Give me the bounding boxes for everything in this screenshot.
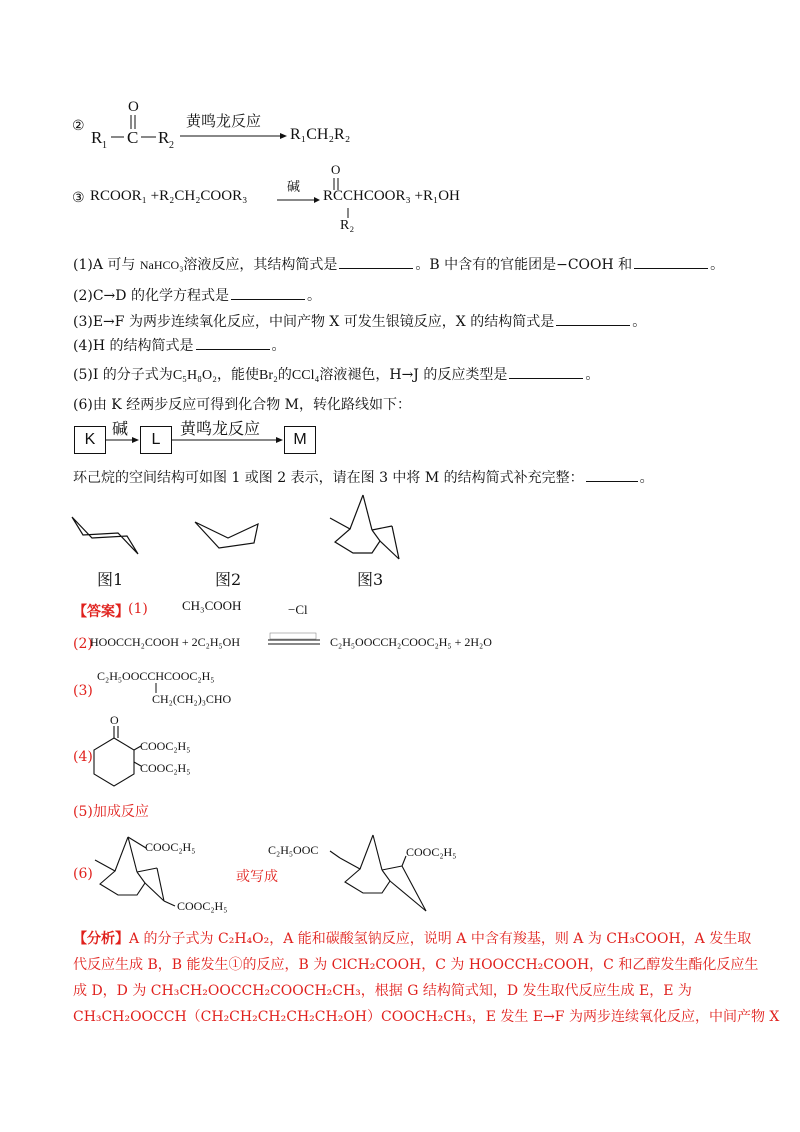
figure-3-caption: 图3 (357, 570, 384, 589)
q5-formula: C₅H₈O₂ (172, 368, 218, 383)
answer-label: 【答案】 (73, 604, 129, 620)
r1-label: R (91, 128, 103, 147)
route-box-k: K (74, 426, 106, 454)
q5-text-a: (5)I 的分子式为 (73, 367, 173, 383)
q1-end: 。 (710, 257, 725, 273)
answer-4-group-1: COOC₂H₅ (140, 739, 191, 753)
q5-end: 。 (585, 367, 600, 383)
r1-sub: 1 (102, 140, 107, 151)
answer-1-number: (1) (128, 601, 148, 617)
q5-bromine: Br₂ (259, 368, 278, 383)
q5-ccl4: CCl₄ (291, 368, 320, 383)
reaction-3-r2: R₂ (340, 218, 355, 233)
reaction-2-number: ② (72, 118, 85, 134)
answer-6-group-2: COOC₂H₅ (177, 899, 228, 913)
reaction-3-number: ③ (72, 190, 85, 206)
reaction-2-arrow-label: 黄鸣龙反应 (186, 112, 262, 130)
carbonyl-c: C (127, 128, 139, 147)
answer-4-group-2: COOC₂H₅ (140, 761, 191, 775)
answer-5: (5)加成反应 (73, 804, 149, 820)
reaction-2-product: R₁CH₂R₂ (290, 126, 351, 143)
q1-text-a: (1)A 可与 (73, 257, 136, 273)
route-box-l: L (140, 426, 172, 454)
q5-text-c: 的 (277, 367, 292, 383)
figure-1-caption: 图1 (97, 570, 124, 589)
answer-2-left: HOOCCH₂COOH + 2C₂H₅OH (90, 635, 240, 649)
r2-sub: 2 (169, 140, 174, 151)
figure-2-caption: 图2 (215, 570, 242, 589)
analysis-line-1 (73, 926, 779, 952)
answer-2-right: C₂H₅OOCCH₂COOC₂H₅ + 2H₂O (330, 635, 492, 649)
reaction-3-reactants: RCOOR₁ +R₂CH₂COOR₃ (90, 188, 248, 204)
answer-1-group: −Cl (288, 602, 308, 617)
answer-6-group-1: COOC₂H₅ (145, 840, 196, 854)
question-6: (6)由 K 经两步反应可得到化合物 M，转化路线如下： (73, 397, 411, 413)
answer-4-number: (4) (73, 749, 93, 765)
answer-6-group-4: COOC₂H₅ (406, 845, 457, 859)
answer-6-group-3: C₂H₅OOC (268, 843, 319, 857)
answer-3-line-2: CH₂(CH₂)₃CHO (152, 692, 232, 706)
route-arrow-1-label: 碱 (112, 419, 129, 438)
q3-text: (3)E→F 为两步连续氧化反应，中间产物 X 可发生银镜反应，X 的结构简式是 (73, 314, 555, 330)
carbonyl-o: O (128, 99, 139, 115)
answer-4-oxygen: O (110, 713, 119, 727)
q2-text: (2)C→D 的化学方程式是 (73, 288, 229, 304)
q1-text-c: 。B 中含有的官能团是−COOH 和 (415, 257, 633, 273)
q5-text-b: ，能使 (217, 367, 260, 383)
analysis-line-4: CH₃CH₂OOCCH（CH₂CH₂CH₂CH₂CH₂OH）COOCH₂CH₃，E 发生 E→F 为两步连续氧化反应，中间产物 X (73, 1009, 780, 1025)
answer-1-value: CH₃COOH (182, 598, 242, 613)
route-box-m: M (284, 426, 316, 454)
answer-6-or: 或写成 (236, 869, 278, 885)
analysis (73, 926, 779, 1030)
answer-3-number: (3) (73, 683, 93, 699)
r2-label: R (158, 128, 170, 147)
q4-text: (4)H 的结构简式是 (73, 338, 194, 354)
q1-reagent: NaHCO₃ (139, 258, 184, 272)
q3-end: 。 (632, 314, 647, 330)
reaction-3-products: RCCHCOOR₃ +R₁OH (323, 188, 460, 204)
analysis-line-2: 代反应生成 B，B 能发生①的反应，B 为 ClCH₂COOH，C 为 HOOCCH₂COOH，C 和乙醇发生酯化反应生 (73, 957, 759, 973)
route-arrow-2-label: 黄鸣龙反应 (180, 419, 261, 438)
q6-text-b: 环己烷的空间结构可如图 1 或图 2 表示，请在图 3 中将 M 的结构简式补充完整： (73, 470, 584, 486)
q1-text-b: 溶液反应，其结构简式是 (183, 257, 338, 273)
analysis-line-1-text: A 的分子式为 C₂H₄O₂，A 能和碳酸氢钠反应，说明 A 中含有羧基，则 A 为 CH₃COOH，A 发生取 (129, 931, 752, 947)
answer-2-number: (2) (73, 636, 93, 652)
analysis-line-3: 成 D，D 为 CH₃CH₂OOCCH₂COOCH₂CH₃，根据 G 结构简式知，D 发生取代反应生成 E，E 为 (73, 983, 692, 999)
q4-end: 。 (271, 338, 286, 354)
q6-end: 。 (639, 470, 654, 486)
answer-3-line-1: C₂H₅OOCCHCOOC₂H₅ (97, 669, 215, 683)
q5-text-d: 溶液褪色，H→J 的反应类型是 (319, 367, 508, 383)
q2-end: 。 (306, 288, 321, 304)
answer-6-number: (6) (73, 866, 93, 882)
analysis-label: 【分析】 (73, 931, 129, 947)
reaction-3-carbonyl-o: O (331, 162, 341, 177)
reaction-3-arrow-label: 碱 (287, 180, 301, 195)
